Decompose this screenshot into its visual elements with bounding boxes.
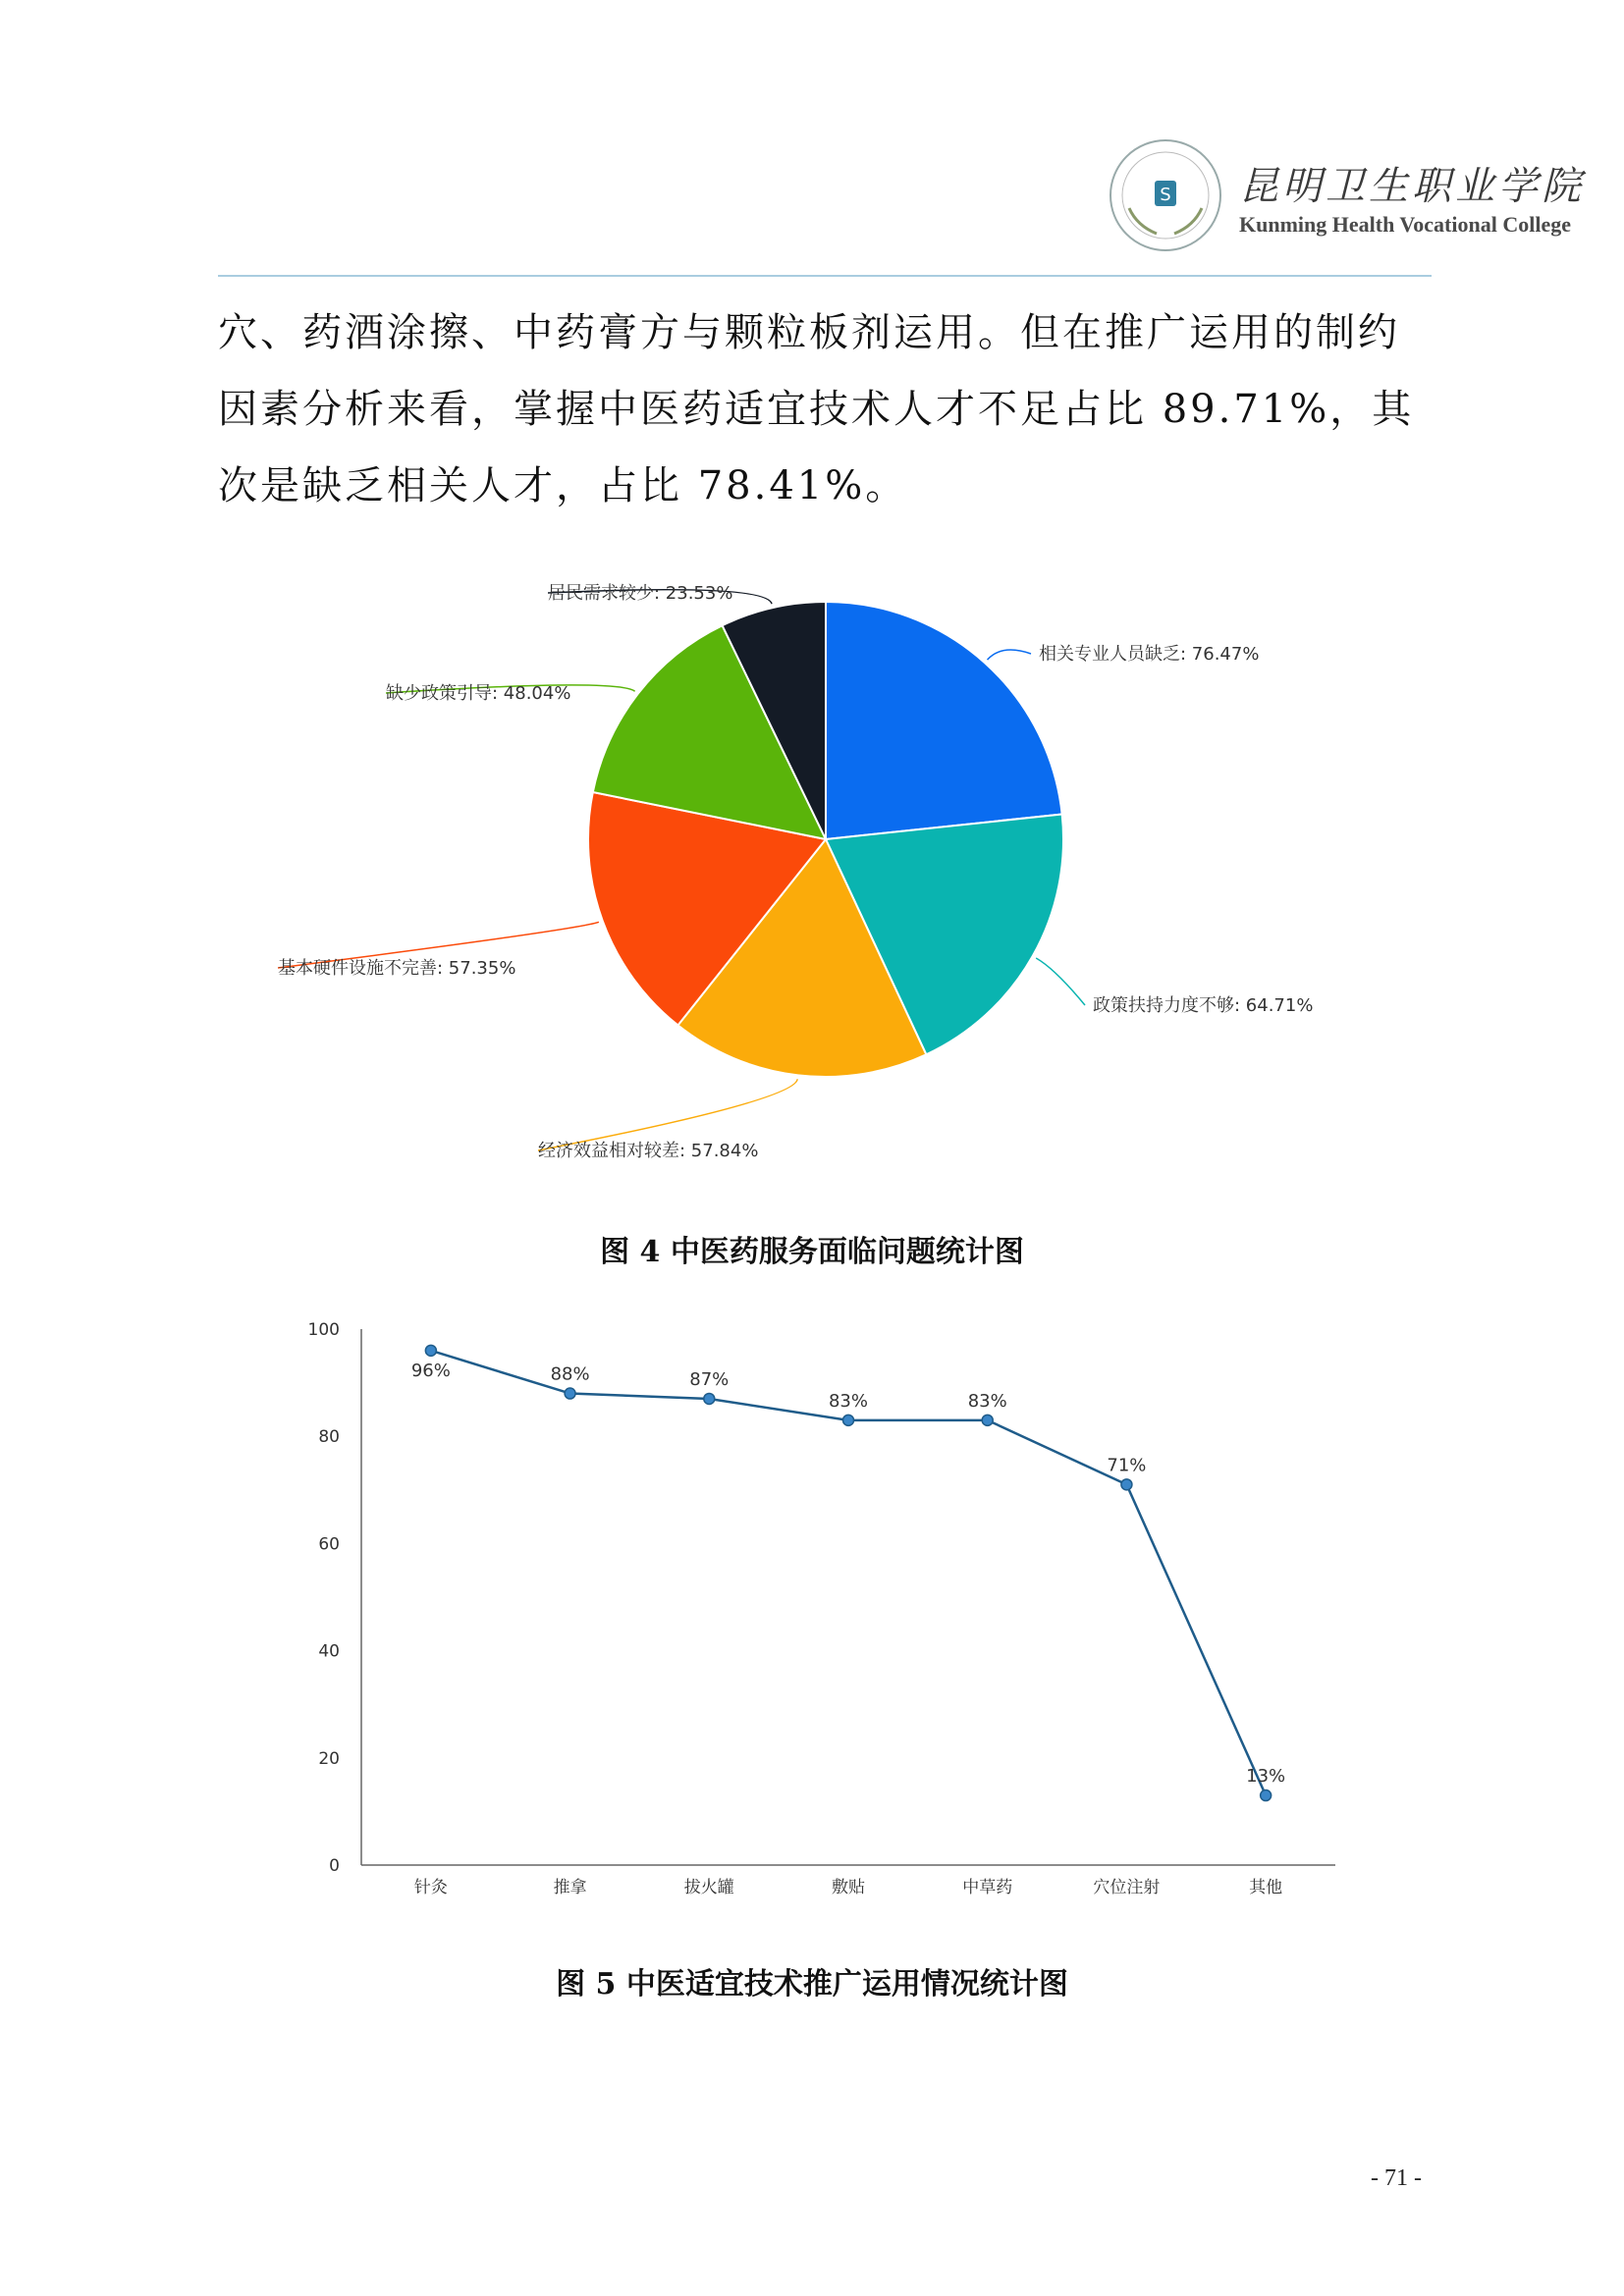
data-point xyxy=(843,1415,854,1425)
data-point xyxy=(704,1393,715,1404)
x-tick-label: 针灸 xyxy=(413,1878,448,1897)
data-label: 88% xyxy=(550,1363,590,1385)
data-label: 13% xyxy=(1246,1766,1286,1788)
body-line: 因素分析来看，掌握中医药适宜技术人才不足占比 89.71%，其 xyxy=(218,387,1415,432)
y-tick-label: 60 xyxy=(318,1534,340,1555)
data-point xyxy=(1121,1479,1132,1490)
pie-slice-label: 基本硬件设施不完善: 57.35% xyxy=(278,958,516,979)
data-point xyxy=(1261,1790,1272,1801)
data-label: 83% xyxy=(828,1390,869,1412)
data-point xyxy=(565,1388,575,1399)
data-label: 71% xyxy=(1107,1455,1147,1476)
y-tick-label: 0 xyxy=(329,1856,340,1876)
college-name-en: Kunming Health Vocational College xyxy=(1239,212,1571,237)
header-divider xyxy=(218,275,1432,277)
data-point xyxy=(425,1345,436,1356)
x-tick-label: 推拿 xyxy=(553,1878,587,1897)
data-label: 83% xyxy=(967,1390,1007,1412)
x-tick-label: 敷贴 xyxy=(832,1878,865,1897)
line-chart xyxy=(275,1306,1384,1934)
figure4-caption: 图 4 中医药服务面临问题统计图 xyxy=(600,1235,1024,1269)
x-tick-label: 穴位注射 xyxy=(1093,1878,1161,1897)
page-number: - 71 - xyxy=(1371,2165,1422,2191)
pie-slice-label: 政策扶持力度不够: 64.71% xyxy=(1093,995,1314,1016)
svg-text:S: S xyxy=(1160,185,1171,205)
y-tick-label: 40 xyxy=(318,1641,340,1662)
pie-leader-line xyxy=(988,650,1031,660)
y-tick-label: 20 xyxy=(318,1748,340,1769)
pie-slice xyxy=(826,602,1062,839)
x-tick-label: 中草药 xyxy=(962,1878,1013,1897)
data-label: 96% xyxy=(410,1360,451,1381)
figure5-caption: 图 5 中医适宜技术推广运用情况统计图 xyxy=(556,1967,1068,2002)
x-tick-label: 拔火罐 xyxy=(683,1878,734,1897)
data-label: 87% xyxy=(689,1368,730,1390)
body-line: 穴、药酒涂擦、中药膏方与颗粒板剂运用。但在推广运用的制约 xyxy=(218,310,1400,355)
pie-slice-label: 缺少政策引导: 48.04% xyxy=(386,683,571,704)
y-tick-label: 80 xyxy=(318,1427,340,1448)
body-paragraph xyxy=(218,294,1432,524)
pie-slice-label: 经济效益相对较差: 57.84% xyxy=(538,1141,759,1161)
college-logo xyxy=(1108,137,1223,253)
x-tick-label: 其他 xyxy=(1249,1878,1283,1897)
body-line: 次是缺乏相关人才，占比 78.41%。 xyxy=(218,463,908,508)
pie-leader-line xyxy=(1036,958,1085,1005)
pie-slice-label: 居民需求较少: 23.53% xyxy=(548,583,733,604)
college-name-cn: 昆明卫生职业学院 xyxy=(1239,164,1585,209)
pie-chart xyxy=(253,550,1386,1188)
y-tick-label: 100 xyxy=(307,1320,340,1340)
pie-slice-label: 相关专业人员缺乏: 76.47% xyxy=(1039,644,1260,665)
data-point xyxy=(982,1415,993,1425)
